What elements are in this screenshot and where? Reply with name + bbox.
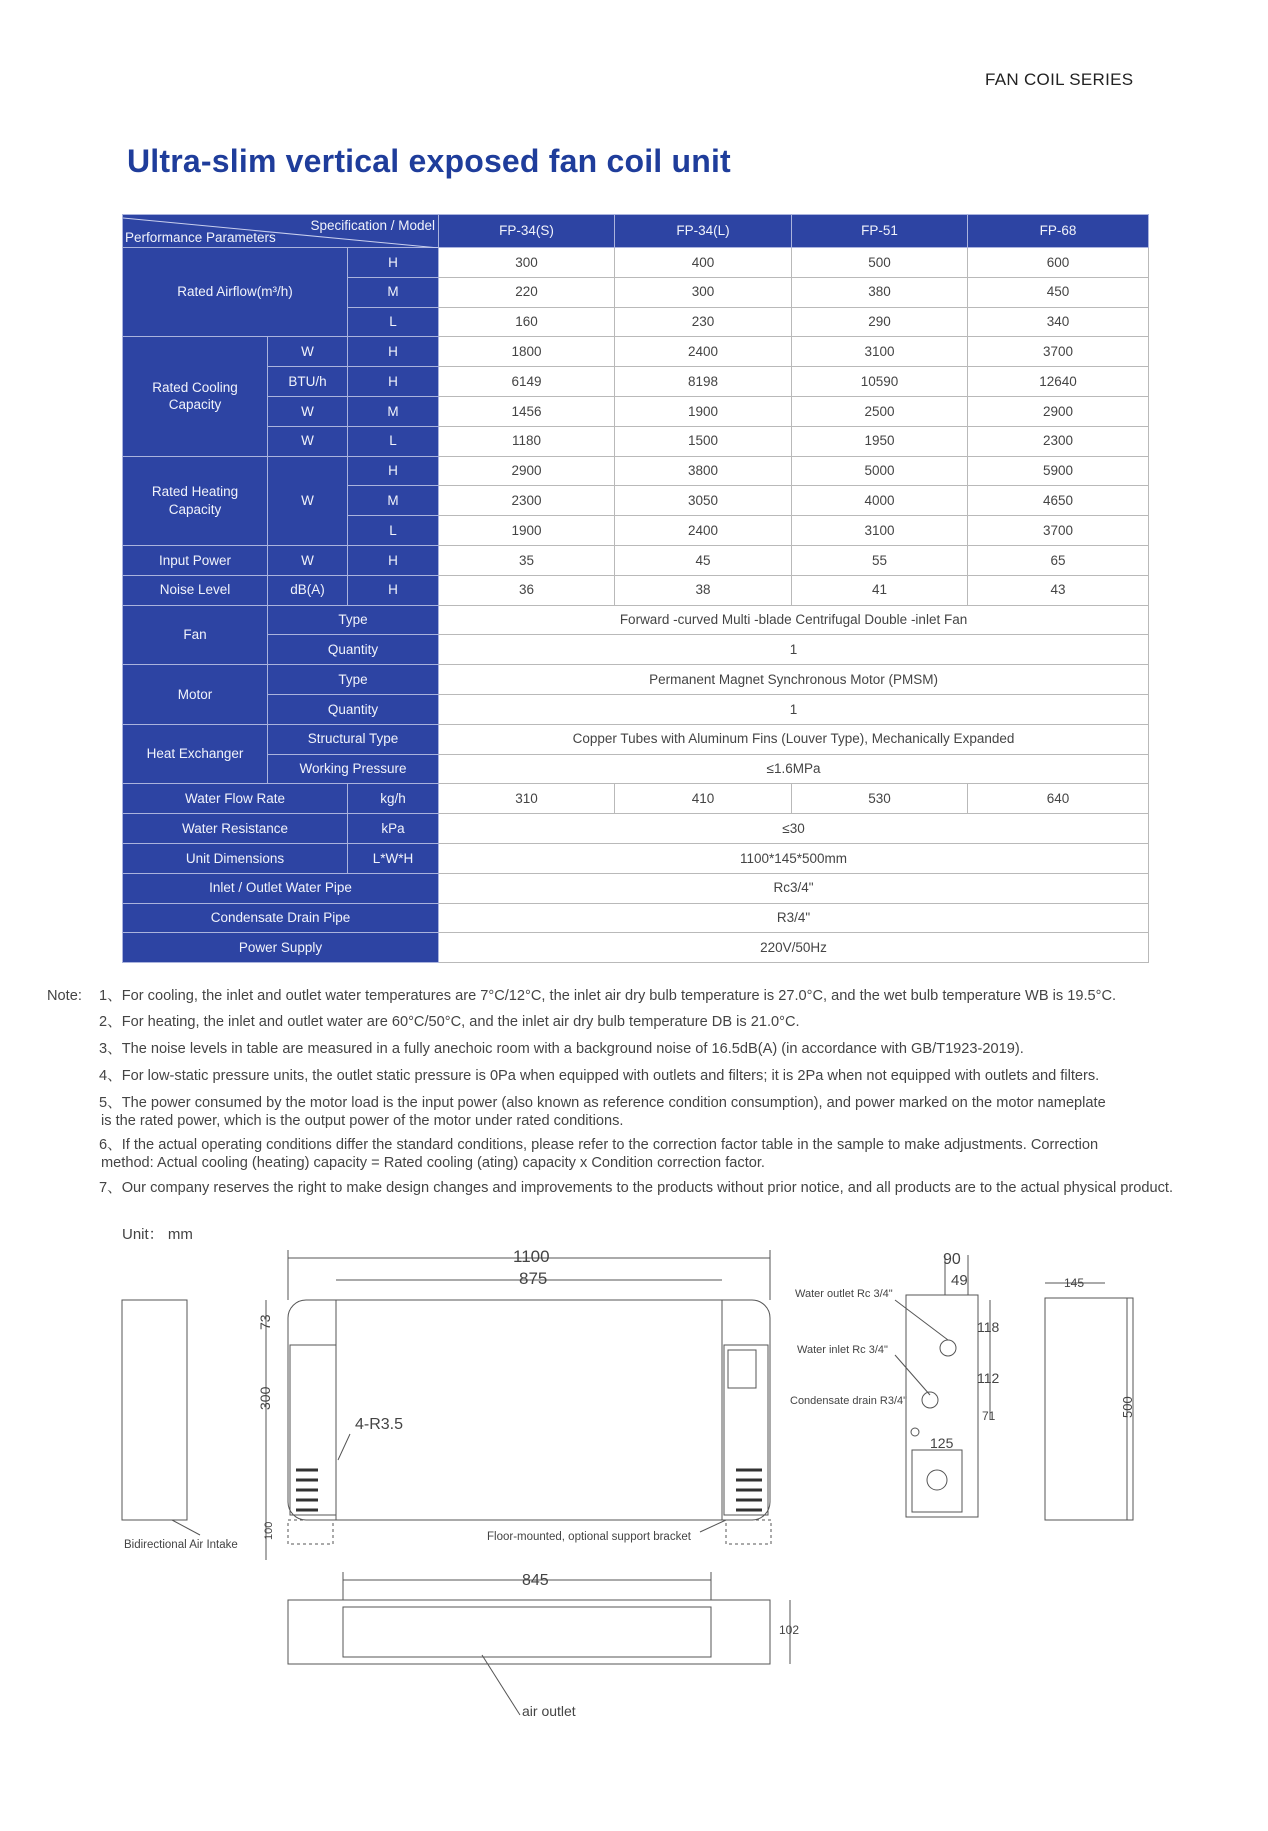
speed-cell: H (348, 367, 439, 397)
table-header-row (123, 215, 1149, 248)
fan-label: Fan (123, 605, 268, 665)
note-item: is the rated power, which is the output power of the motor under rated conditions. (101, 1113, 624, 1129)
dim-875: 875 (519, 1269, 548, 1288)
value-cell: 4650 (968, 486, 1149, 516)
value-cell: 5900 (968, 456, 1149, 486)
pipe-label: Inlet / Outlet Water Pipe (123, 873, 439, 903)
value-cell: 10590 (792, 367, 968, 397)
unit-cell: W (268, 337, 348, 367)
hx-wp-label: Working Pressure (268, 754, 439, 784)
dim-71: 71 (982, 1409, 996, 1423)
dim-112: 112 (977, 1370, 1000, 1386)
table-row (123, 903, 1149, 933)
bidirectional-label: Bidirectional Air Intake (124, 1539, 238, 1551)
drain-icon (911, 1428, 919, 1436)
value-cell: 43 (968, 575, 1149, 605)
value-cell: 300 (439, 248, 615, 278)
table-row (123, 784, 1149, 814)
value-cell: 3100 (792, 337, 968, 367)
speed-cell: H (348, 337, 439, 367)
note-item: 3、The noise levels in table are measured in a fully anechoic room with a background noise of 16.5dB(A) (in accordance with GB/T1923-2019). (99, 1041, 1024, 1057)
dims-value: 1100*145*500mm (439, 843, 1149, 873)
front-view (288, 1300, 770, 1520)
side-section-view (906, 1295, 978, 1517)
table-row (123, 367, 1149, 397)
value-cell: 530 (792, 784, 968, 814)
fan-type-label: Type (268, 605, 439, 635)
dim-49: 49 (951, 1272, 968, 1289)
value-cell: 1500 (615, 426, 792, 456)
air-outlet-label: air outlet (522, 1703, 576, 1719)
table-row (123, 456, 1149, 486)
drain-value: R3/4" (439, 903, 1149, 933)
fan-qty-label: Quantity (268, 635, 439, 665)
value-cell: 600 (968, 248, 1149, 278)
heating-label: Rated Heating Capacity (123, 456, 268, 545)
dim-300: 300 (257, 1386, 273, 1410)
corner-spec-label: Specification / Model (310, 218, 436, 233)
value-cell: 3700 (968, 516, 1149, 546)
motor-box (912, 1450, 962, 1512)
speed-cell: M (348, 277, 439, 307)
value-cell: 8198 (615, 367, 792, 397)
speed-cell: M (348, 396, 439, 426)
hx-struct-value: Copper Tubes with Aluminum Fins (Louver Type), Mechanically Expanded (439, 724, 1149, 754)
value-cell: 3050 (615, 486, 792, 516)
speed-cell: L (348, 307, 439, 337)
hx-label: Heat Exchanger (123, 724, 268, 784)
value-cell: 2900 (968, 396, 1149, 426)
water-outlet-icon (940, 1340, 956, 1356)
note-item: 5、The power consumed by the motor load is the input power (also known as reference condition consumption), and power marked on the motor nameplate (99, 1095, 1106, 1111)
unit-cell: W (268, 396, 348, 426)
note-item: 2、For heating, the inlet and outlet water are 60°C/50°C, and the inlet air dry bulb temperature DB is 21.0°C. (99, 1014, 800, 1030)
corner-perf-label: Performance Parameters (125, 230, 276, 246)
note-item: 1、For cooling, the inlet and outlet water temperatures are 7°C/12°C, the inlet air dry bulb temperature is 27.0°C, and the wet bulb temperature WB is 19.5°C. (99, 988, 1117, 1004)
technical-drawing (0, 1240, 1268, 1720)
dim-125: 125 (930, 1435, 954, 1451)
support-bracket-right (726, 1520, 771, 1544)
value-cell: 400 (615, 248, 792, 278)
leader-line (700, 1520, 726, 1532)
intake-grille-left (296, 1470, 318, 1510)
table-row (123, 814, 1149, 844)
value-cell: 410 (615, 784, 792, 814)
unit-cell: dB(A) (268, 575, 348, 605)
value-cell: 36 (439, 575, 615, 605)
dim-145: 145 (1064, 1276, 1085, 1290)
value-cell: 160 (439, 307, 615, 337)
leader-line (338, 1434, 350, 1460)
speed-cell: H (348, 456, 439, 486)
value-cell: 41 (792, 575, 968, 605)
unit-cell: W (268, 426, 348, 456)
table-row (123, 575, 1149, 605)
note-item: 7、Our company reserves the right to make design changes and improvements to the products without prior notice, and all products are to the actual physical product. (99, 1180, 1174, 1196)
unit-cell: W (268, 456, 348, 545)
control-box (728, 1350, 756, 1388)
table-row (123, 694, 1149, 724)
value-cell: 310 (439, 784, 615, 814)
model-header: FP-34(L) (615, 215, 792, 248)
value-cell: 2900 (439, 456, 615, 486)
value-cell: 1180 (439, 426, 615, 456)
dim-1100: 1100 (513, 1247, 550, 1266)
drain-label: Condensate Drain Pipe (123, 903, 439, 933)
table-row (123, 933, 1149, 963)
intake-grille-right (736, 1470, 762, 1510)
speed-cell: L (348, 426, 439, 456)
value-cell: 290 (792, 307, 968, 337)
value-cell: 3700 (968, 337, 1149, 367)
note-item: 6、If the actual operating conditions differ the standard conditions, please refer to the correction factor table in the sample to make adjustments. Correction (99, 1137, 1099, 1153)
motor-icon (927, 1470, 947, 1490)
dim-118: 118 (977, 1319, 1000, 1335)
value-cell: 12640 (968, 367, 1149, 397)
unit-cell: L*W*H (348, 843, 439, 873)
value-cell: 500 (792, 248, 968, 278)
speed-cell: H (348, 545, 439, 575)
dim-845: 845 (522, 1572, 549, 1589)
unit-cell: W (268, 545, 348, 575)
value-cell: 2400 (615, 516, 792, 546)
dim-100: 100 (263, 1521, 275, 1540)
dim-4-r3-5: 4-R3.5 (355, 1416, 404, 1433)
air-outlet-slot (343, 1607, 711, 1657)
value-cell: 65 (968, 545, 1149, 575)
value-cell: 2300 (439, 486, 615, 516)
table-row (123, 873, 1149, 903)
table-row (123, 635, 1149, 665)
value-cell: 640 (968, 784, 1149, 814)
value-cell: 300 (615, 277, 792, 307)
value-cell: 1456 (439, 396, 615, 426)
value-cell: 1900 (615, 396, 792, 426)
table-row (123, 337, 1149, 367)
speed-cell: H (348, 248, 439, 278)
water-inlet-label: Water inlet Rc 3/4" (797, 1344, 888, 1356)
floor-label: Floor-mounted, optional support bracket (487, 1531, 691, 1543)
value-cell: 55 (792, 545, 968, 575)
notes-label: Note: (47, 988, 82, 1004)
dim-73: 73 (257, 1314, 273, 1330)
airflow-label: Rated Airflow(m³/h) (123, 248, 348, 337)
value-cell: 1900 (439, 516, 615, 546)
table-row (123, 605, 1149, 635)
drawing-unit: Unit： mm (122, 1226, 193, 1243)
value-cell: 340 (968, 307, 1149, 337)
table-row (123, 396, 1149, 426)
pipe-value: Rc3/4" (439, 873, 1149, 903)
motor-qty-label: Quantity (268, 694, 439, 724)
unit-cell: kg/h (348, 784, 439, 814)
value-cell: 4000 (792, 486, 968, 516)
noise-label: Noise Level (123, 575, 268, 605)
value-cell: 45 (615, 545, 792, 575)
model-header: FP-51 (792, 215, 968, 248)
dim-500: 500 (1120, 1396, 1135, 1418)
value-cell: 3100 (792, 516, 968, 546)
fan-type-value: Forward -curved Multi -blade Centrifugal Double -inlet Fan (439, 605, 1149, 635)
value-cell: 2400 (615, 337, 792, 367)
drain-label: Condensate drain R3/4" (790, 1395, 908, 1407)
table-row (123, 665, 1149, 695)
table-row (123, 724, 1149, 754)
motor-type-label: Type (268, 665, 439, 695)
unit-cell: kPa (348, 814, 439, 844)
corner-cell (123, 215, 439, 248)
motor-qty-value: 1 (439, 694, 1149, 724)
water-flow-label: Water Flow Rate (123, 784, 348, 814)
cooling-label: Rated Cooling Capacity (123, 337, 268, 456)
unit-cell: BTU/h (268, 367, 348, 397)
value-cell: 2500 (792, 396, 968, 426)
leader-line (895, 1355, 930, 1395)
top-view (288, 1600, 770, 1664)
page-title: Ultra-slim vertical exposed fan coil unit (127, 143, 731, 179)
water-res-label: Water Resistance (123, 814, 348, 844)
power-label: Power Supply (123, 933, 439, 963)
motor-label: Motor (123, 665, 268, 725)
fan-qty-value: 1 (439, 635, 1149, 665)
input-power-label: Input Power (123, 545, 268, 575)
power-value: 220V/50Hz (439, 933, 1149, 963)
table-row (123, 545, 1149, 575)
support-bracket-left (288, 1520, 333, 1544)
note-item: method: Actual cooling (heating) capacity = Rated cooling (ating) capacity x Condition correction factor. (101, 1155, 765, 1171)
table-row (123, 754, 1149, 784)
value-cell: 5000 (792, 456, 968, 486)
side-view-left (122, 1300, 187, 1520)
value-cell: 220 (439, 277, 615, 307)
value-cell: 1800 (439, 337, 615, 367)
hx-struct-label: Structural Type (268, 724, 439, 754)
value-cell: 1950 (792, 426, 968, 456)
leader-line (895, 1300, 948, 1340)
table-row (123, 843, 1149, 873)
water-res-value: ≤30 (439, 814, 1149, 844)
note-item: 4、For low-static pressure units, the outlet static pressure is 0Pa when equipped with outlets and filters; it is 2Pa when not equipped with outlets and filters. (99, 1068, 1100, 1084)
table-row (123, 426, 1149, 456)
speed-cell: M (348, 486, 439, 516)
value-cell: 450 (968, 277, 1149, 307)
value-cell: 6149 (439, 367, 615, 397)
dim-90: 90 (943, 1251, 961, 1268)
hx-wp-value: ≤1.6MPa (439, 754, 1149, 784)
value-cell: 38 (615, 575, 792, 605)
series-label: FAN COIL SERIES (985, 70, 1134, 89)
speed-cell: H (348, 575, 439, 605)
spec-table (122, 214, 1149, 963)
value-cell: 380 (792, 277, 968, 307)
value-cell: 3800 (615, 456, 792, 486)
motor-type-value: Permanent Magnet Synchronous Motor (PMSM) (439, 665, 1149, 695)
dim-102: 102 (779, 1623, 800, 1637)
value-cell: 35 (439, 545, 615, 575)
value-cell: 2300 (968, 426, 1149, 456)
model-header: FP-68 (968, 215, 1149, 248)
dims-label: Unit Dimensions (123, 843, 348, 873)
model-header: FP-34(S) (439, 215, 615, 248)
water-outlet-label: Water outlet Rc 3/4" (795, 1288, 893, 1300)
table-row (123, 248, 1149, 278)
leader-line (172, 1520, 200, 1535)
front-panel (336, 1300, 722, 1520)
value-cell: 230 (615, 307, 792, 337)
speed-cell: L (348, 516, 439, 546)
